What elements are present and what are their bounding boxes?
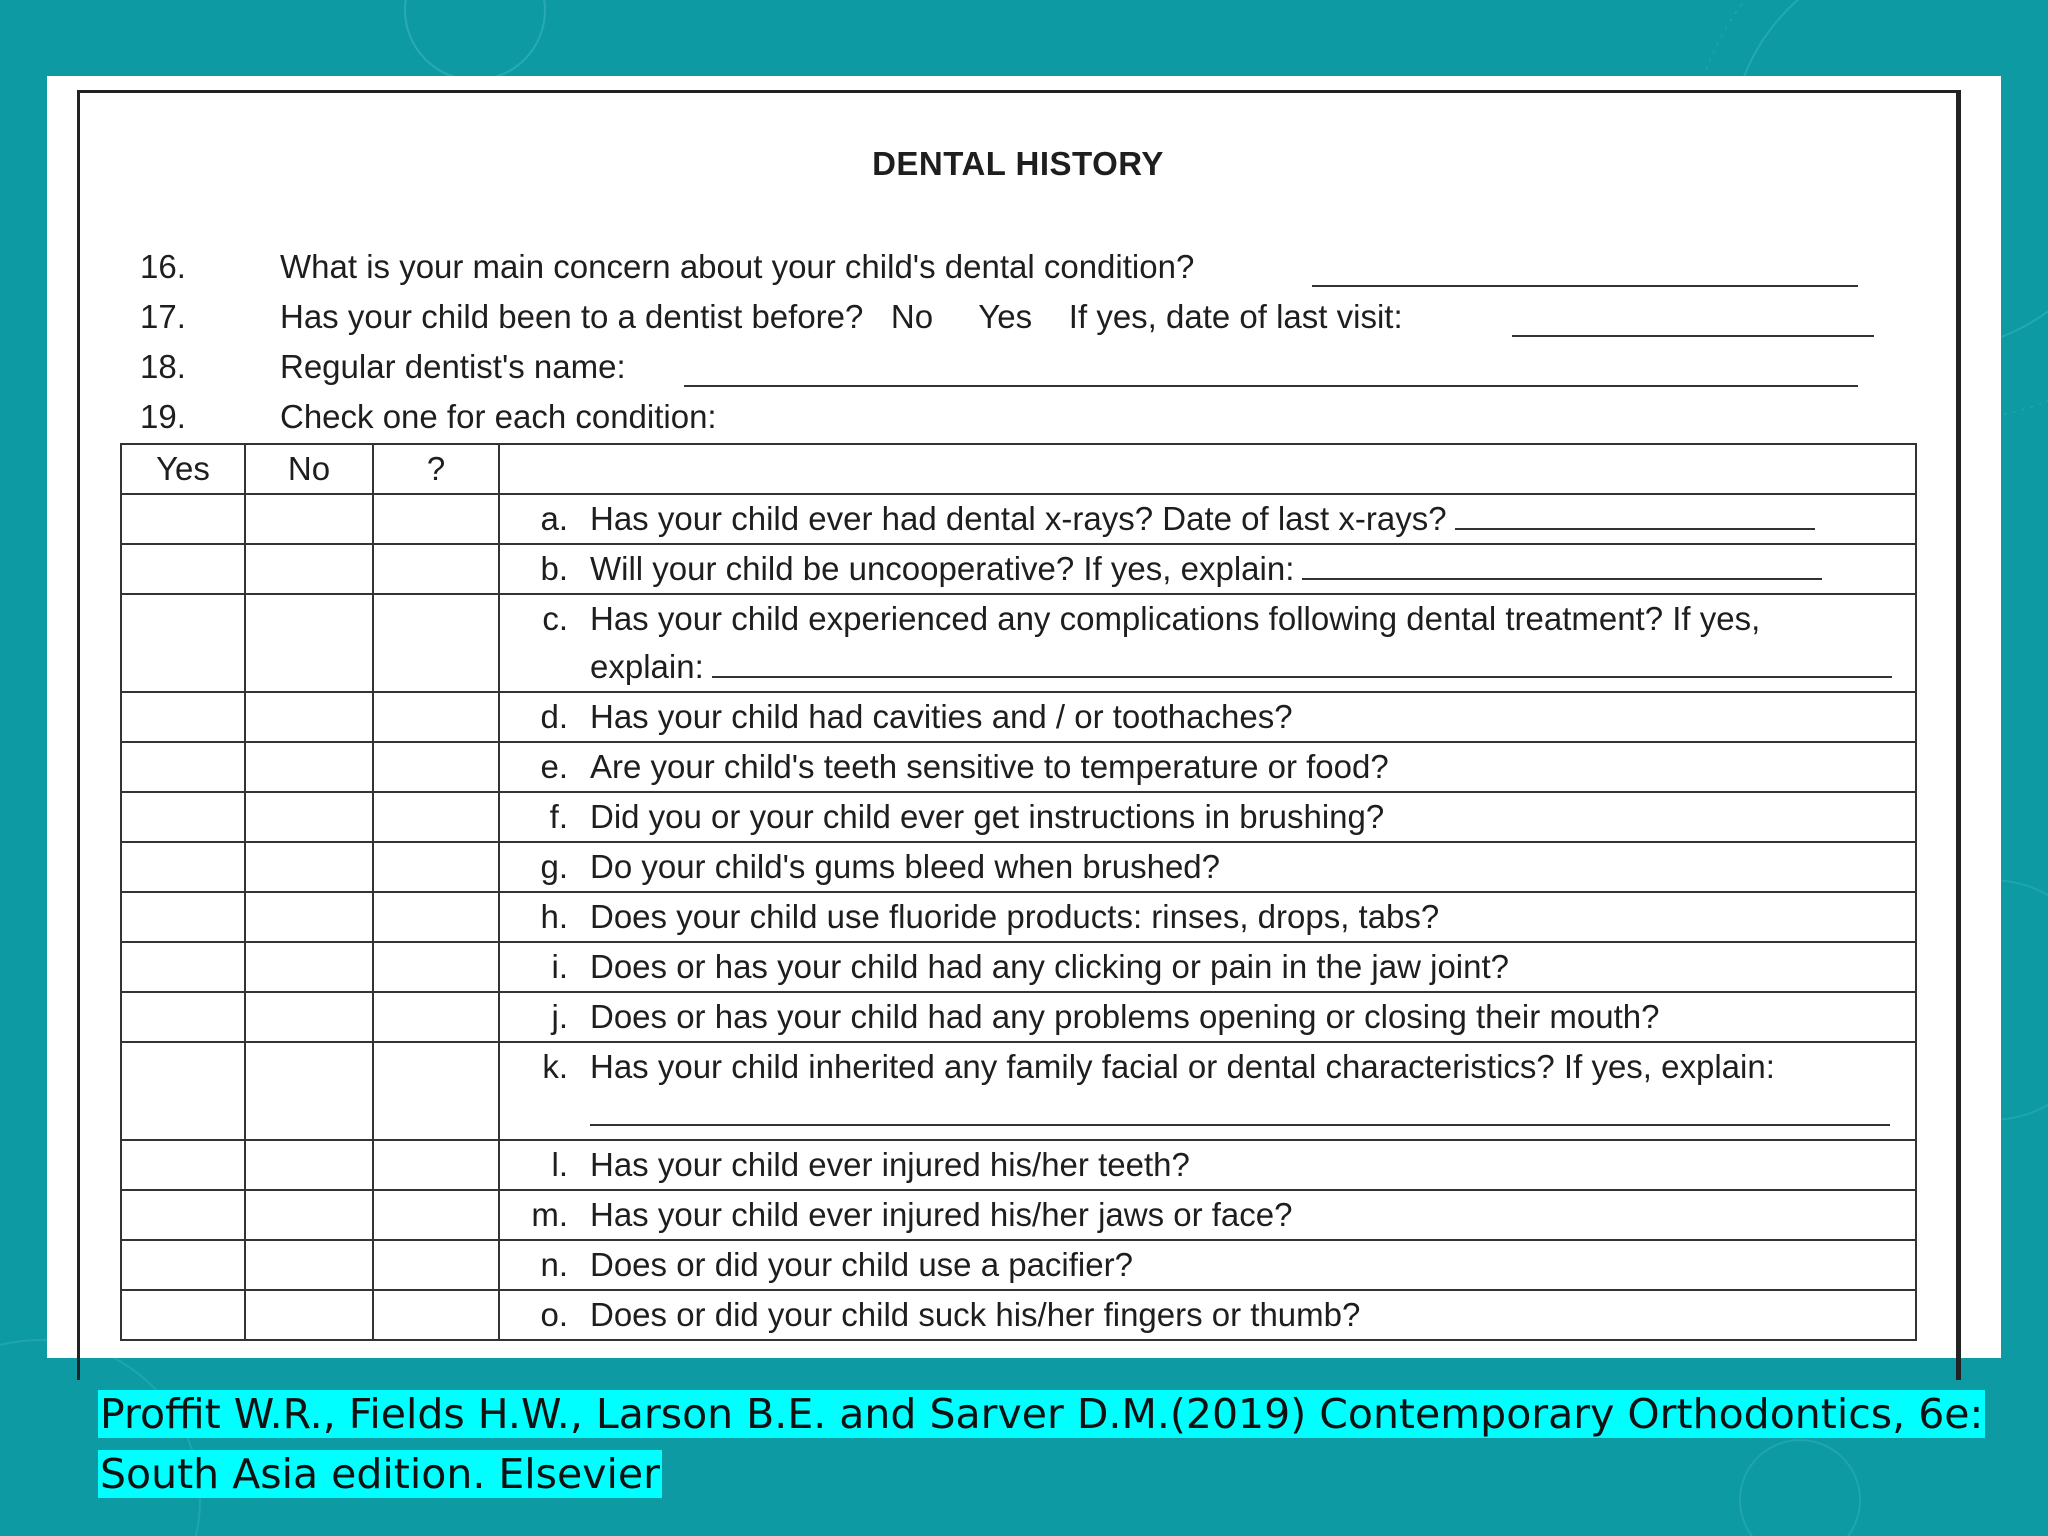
header-yes: Yes	[121, 444, 245, 494]
item-letter: l.	[551, 1146, 568, 1183]
item-text-continued: explain:	[590, 648, 704, 685]
table-row	[121, 842, 1916, 892]
form-image-panel	[47, 76, 2001, 1358]
checkbox-no[interactable]	[245, 1240, 373, 1290]
item-letter: k.	[542, 1048, 568, 1085]
question-text: Check one for each condition:	[280, 398, 717, 435]
table-row	[121, 594, 1916, 692]
checkbox-yes[interactable]	[121, 892, 245, 942]
checkbox-yes[interactable]	[121, 544, 245, 594]
table-header-row	[121, 444, 1916, 494]
checkbox-no[interactable]	[245, 942, 373, 992]
answer-blank[interactable]	[1302, 578, 1822, 580]
checkbox-unsure[interactable]	[373, 1140, 499, 1190]
answer-blank[interactable]	[712, 676, 1892, 678]
item-text: Did you or your child ever get instructions in brushing?	[590, 798, 1385, 835]
checkbox-unsure[interactable]	[373, 1190, 499, 1240]
item-text: Are your child's teeth sensitive to temperature or food?	[590, 748, 1389, 785]
checkbox-unsure[interactable]	[373, 892, 499, 942]
item-letter: a.	[540, 500, 568, 537]
citation-caption	[98, 1384, 2018, 1504]
item-text: Does your child use fluoride products: rinses, drops, tabs?	[590, 898, 1440, 935]
checkbox-yes[interactable]	[121, 992, 245, 1042]
table-row	[121, 892, 1916, 942]
checkbox-unsure[interactable]	[373, 1042, 499, 1140]
checkbox-yes[interactable]	[121, 1240, 245, 1290]
item-text: Do your child's gums bleed when brushed?	[590, 848, 1220, 885]
checkbox-unsure[interactable]	[373, 742, 499, 792]
question-number: 17.	[140, 298, 186, 335]
question-cell	[499, 842, 1916, 892]
checkbox-yes[interactable]	[121, 594, 245, 692]
answer-blank	[1512, 335, 1874, 337]
question-cell	[499, 1190, 1916, 1240]
question-cell	[499, 544, 1916, 594]
question-number: 19.	[140, 398, 186, 435]
question-text: What is your main concern about your child's dental condition?	[280, 248, 1195, 285]
header-no: No	[245, 444, 373, 494]
item-letter: d.	[540, 698, 568, 735]
checkbox-no[interactable]	[245, 594, 373, 692]
question-cell	[499, 1140, 1916, 1190]
table-row	[121, 1190, 1916, 1240]
answer-blank	[1312, 285, 1858, 287]
table-row	[121, 1042, 1916, 1140]
checkbox-unsure[interactable]	[373, 792, 499, 842]
item-text: Does or did your child suck his/her fingers or thumb?	[590, 1296, 1361, 1333]
checkbox-yes[interactable]	[121, 842, 245, 892]
question-cell	[499, 494, 1916, 544]
condition-table	[120, 443, 1917, 1341]
item-letter: n.	[540, 1246, 568, 1283]
answer-blank[interactable]	[1455, 528, 1815, 530]
question-cell	[499, 892, 1916, 942]
question-cell	[499, 792, 1916, 842]
item-text: Has your child experienced any complications following dental treatment? If yes,	[590, 600, 1761, 637]
table-row	[121, 494, 1916, 544]
item-text: Will your child be uncooperative? If yes, explain:	[590, 550, 1295, 587]
item-letter: m.	[531, 1196, 568, 1233]
checkbox-no[interactable]	[245, 1140, 373, 1190]
item-letter: b.	[540, 550, 568, 587]
item-letter: j.	[551, 998, 568, 1035]
citation-line-2: South Asia edition. Elsevier	[100, 1450, 661, 1498]
checkbox-unsure[interactable]	[373, 842, 499, 892]
checkbox-unsure[interactable]	[373, 544, 499, 594]
answer-blank	[684, 385, 1858, 387]
table-row	[121, 992, 1916, 1042]
checkbox-unsure[interactable]	[373, 594, 499, 692]
question-cell	[499, 992, 1916, 1042]
checkbox-unsure[interactable]	[373, 1290, 499, 1340]
item-text: Has your child ever injured his/her teeth?	[590, 1146, 1190, 1183]
item-letter: f.	[549, 798, 568, 835]
checkbox-no[interactable]	[245, 692, 373, 742]
item-letter: c.	[542, 600, 568, 637]
checkbox-yes[interactable]	[121, 1290, 245, 1340]
question-cell	[499, 594, 1916, 692]
checkbox-yes[interactable]	[121, 792, 245, 842]
table-row	[121, 1290, 1916, 1340]
item-letter: g.	[540, 848, 568, 885]
item-text: Has your child ever injured his/her jaws or face?	[590, 1196, 1293, 1233]
table-row	[121, 1140, 1916, 1190]
question-17	[80, 298, 1956, 344]
question-cell	[499, 942, 1916, 992]
checkbox-unsure[interactable]	[373, 692, 499, 742]
item-letter: h.	[540, 898, 568, 935]
checkbox-unsure[interactable]	[373, 494, 499, 544]
question-text: Has your child been to a dentist before? No Yes If yes, date of last visit:	[280, 298, 1403, 335]
question-number: 18.	[140, 348, 186, 385]
question-cell	[499, 1042, 1916, 1140]
item-text: Has your child ever had dental x-rays? Date of last x-rays?	[590, 500, 1447, 537]
checkbox-no[interactable]	[245, 1042, 373, 1140]
item-text: Does or did your child use a pacifier?	[590, 1246, 1133, 1283]
checkbox-no[interactable]	[245, 742, 373, 792]
header-question	[499, 444, 1916, 494]
item-text: Has your child inherited any family facial or dental characteristics? If yes, explain:	[590, 1048, 1775, 1085]
checkbox-yes[interactable]	[121, 1190, 245, 1240]
checkbox-no[interactable]	[245, 842, 373, 892]
checkbox-no[interactable]	[245, 792, 373, 842]
checkbox-unsure[interactable]	[373, 1240, 499, 1290]
item-letter: e.	[540, 748, 568, 785]
table-row	[121, 692, 1916, 742]
table-row	[121, 1240, 1916, 1290]
item-text: Has your child had cavities and / or toothaches?	[590, 698, 1293, 735]
question-cell	[499, 1290, 1916, 1340]
form-title: DENTAL HISTORY	[872, 145, 1164, 182]
item-text: Does or has your child had any clicking or pain in the jaw joint?	[590, 948, 1510, 985]
checkbox-yes[interactable]	[121, 1140, 245, 1190]
table-row	[121, 792, 1916, 842]
checkbox-no[interactable]	[245, 992, 373, 1042]
checkbox-no[interactable]	[245, 1190, 373, 1240]
table-row	[121, 742, 1916, 792]
checkbox-no[interactable]	[245, 544, 373, 594]
table-row	[121, 942, 1916, 992]
citation-line-1: Proffit W.R., Fields H.W., Larson B.E. and Sarver D.M.(2019) Contemporary Orthodontics, 6e:	[100, 1390, 1984, 1438]
checkbox-no[interactable]	[245, 494, 373, 544]
question-cell	[499, 1240, 1916, 1290]
table-row	[121, 544, 1916, 594]
question-text: Regular dentist's name:	[280, 348, 626, 385]
question-18	[80, 348, 1956, 394]
checkbox-unsure[interactable]	[373, 942, 499, 992]
question-cell	[499, 692, 1916, 742]
checkbox-unsure[interactable]	[373, 992, 499, 1042]
question-number: 16.	[140, 248, 186, 285]
checkbox-no[interactable]	[245, 892, 373, 942]
checkbox-yes[interactable]	[121, 494, 245, 544]
dental-history-form	[77, 90, 1961, 1380]
checkbox-yes[interactable]	[121, 942, 245, 992]
item-letter: i.	[551, 948, 568, 985]
question-19	[80, 398, 1956, 444]
item-text: Does or has your child had any problems opening or closing their mouth?	[590, 998, 1660, 1035]
question-16	[80, 248, 1956, 294]
header-unsure: ?	[373, 444, 499, 494]
question-cell	[499, 742, 1916, 792]
checkbox-no[interactable]	[245, 1290, 373, 1340]
checkbox-yes[interactable]	[121, 1042, 245, 1140]
checkbox-yes[interactable]	[121, 692, 245, 742]
item-letter: o.	[540, 1296, 568, 1333]
checkbox-yes[interactable]	[121, 742, 245, 792]
answer-blank[interactable]	[590, 1124, 1890, 1126]
